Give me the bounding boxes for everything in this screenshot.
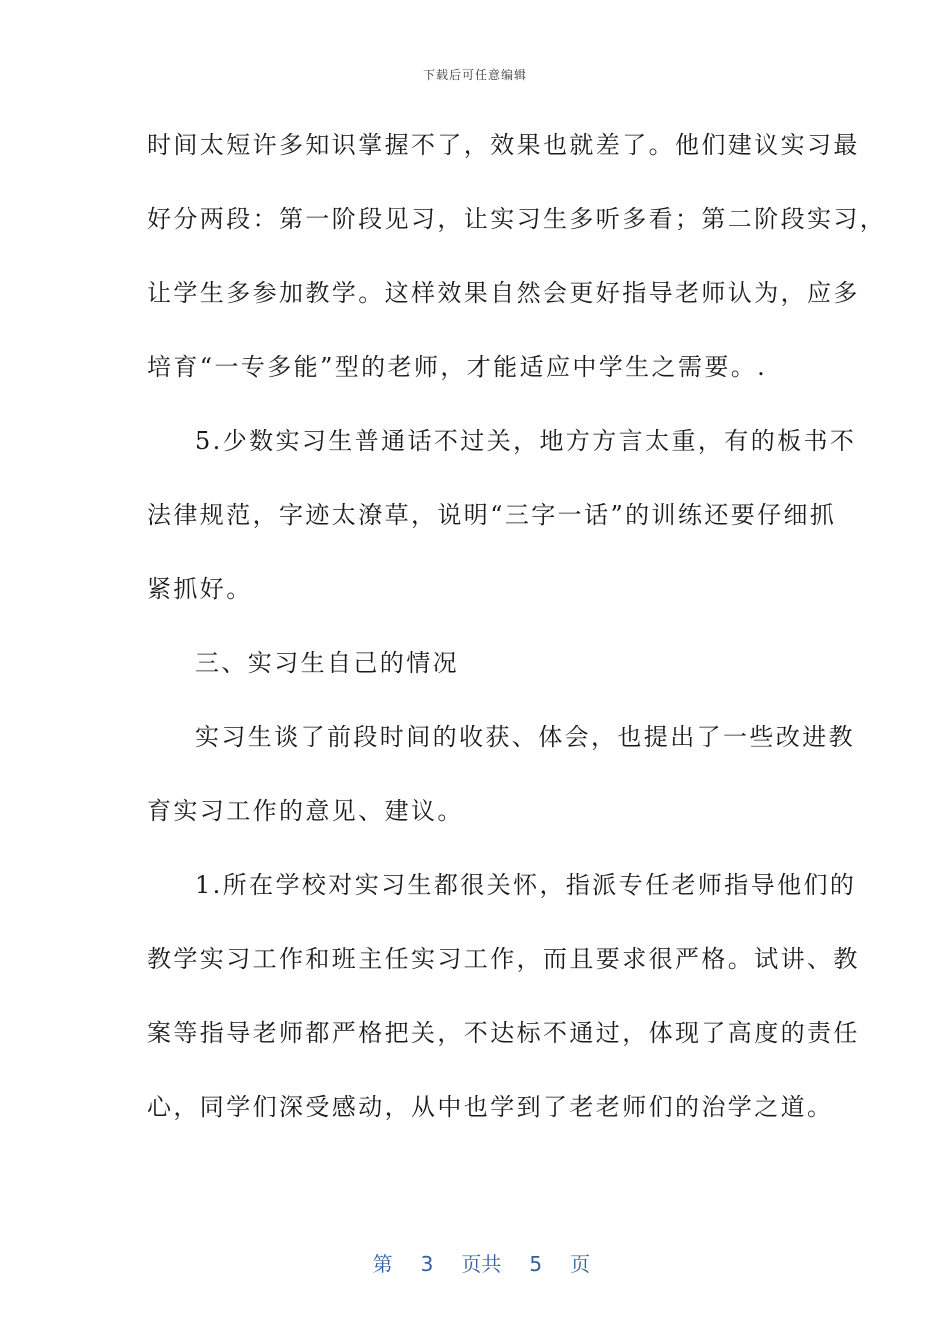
body-line: 心，同学们深受感动，从中也学到了老老师们的治学之道。 [147,1093,834,1121]
total-pages-number: 5 [529,1252,543,1276]
page-header-note: 下载后可任意编辑 [422,68,527,82]
body-line: 培育“一专多能”型的老师，才能适应中学生之需要。. [147,353,768,381]
body-line: 教学实习工作和班主任实习工作，而且要求很严格。试讲、教 [147,945,860,973]
document-body [147,125,887,1161]
body-line: 5.少数实习生普通话不过关，地方方言太重，有的板书不 [195,427,857,455]
footer-middle: 页共 [461,1252,502,1276]
body-line: 法律规范，字迹太潦草，说明“三字一话”的训练还要仔细抓 [147,501,837,529]
body-line: 实习生谈了前段时间的收获、体会，也提出了一些改进教 [195,723,855,751]
footer-suffix: 页 [570,1252,591,1276]
section-heading: 三、实习生自己的情况 [195,649,459,677]
body-line: 好分两段：第一阶段见习，让实习生多听多看；第二阶段实习， [147,205,887,233]
footer-prefix: 第 [372,1252,393,1276]
body-line: 紧抓好。 [147,575,253,603]
body-line: 让学生多参加教学。这样效果自然会更好指导老师认为，应多 [147,279,860,307]
body-line: 时间太短许多知识掌握不了，效果也就差了。他们建议实习最 [147,131,860,159]
body-line: 案等指导老师都严格把关，不达标不通过，体现了高度的责任 [147,1019,860,1047]
page-number-footer [0,1224,950,1277]
body-line: 1.所在学校对实习生都很关怀，指派专任老师指导他们的 [195,871,857,899]
body-line: 育实习工作的意见、建议。 [147,797,464,825]
current-page-number: 3 [420,1252,434,1276]
